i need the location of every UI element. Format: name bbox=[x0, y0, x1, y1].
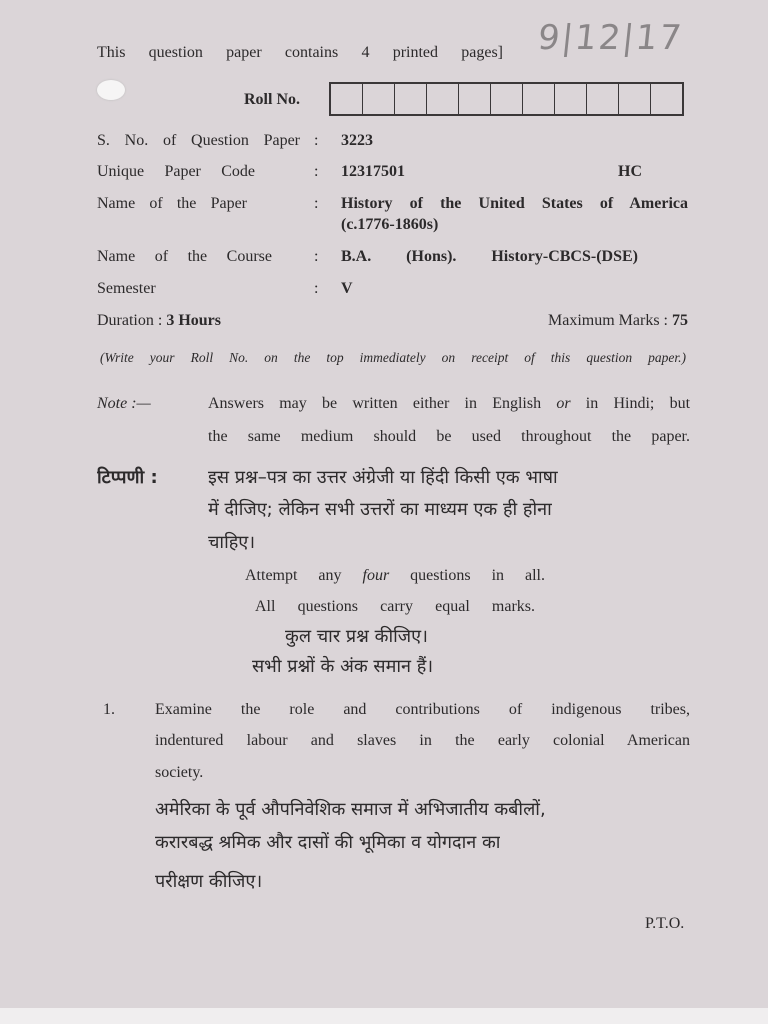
note-line-1 bbox=[208, 394, 690, 414]
equal-marks-instruction: All questions carry equal marks. bbox=[255, 598, 535, 615]
question-hindi-line-1: अमेरिका के पूर्व औपनिवेशिक समाज में अभिजातीय कबीलों, bbox=[155, 799, 546, 820]
attempt-end: questions in all. bbox=[389, 567, 545, 584]
semester-separator: : bbox=[314, 280, 319, 297]
question-english-line-3: society. bbox=[155, 764, 204, 781]
hindi-attempt-instruction: कुल चार प्रश्न कीजिए। bbox=[285, 626, 428, 647]
roll-no-box bbox=[555, 84, 587, 114]
roll-no-box bbox=[587, 84, 619, 114]
paper-code-type: HC bbox=[618, 163, 642, 180]
note-or: or bbox=[556, 395, 571, 412]
roll-no-box bbox=[523, 84, 555, 114]
duration-value: 3 Hours bbox=[166, 312, 221, 329]
attempt-start: Attempt any bbox=[245, 567, 363, 584]
duration-label: Duration : bbox=[97, 312, 167, 329]
sno-separator: : bbox=[314, 132, 319, 149]
sno-label: S. No. of Question Paper bbox=[97, 132, 300, 149]
attempt-four: four bbox=[362, 567, 390, 584]
course-name-separator: : bbox=[314, 248, 319, 265]
course-name-value: B.A. (Hons). History-CBCS-(DSE) bbox=[341, 248, 638, 265]
roll-no-boxes bbox=[329, 82, 684, 116]
maximum-marks bbox=[548, 311, 688, 331]
note-label: Note :— bbox=[97, 395, 151, 412]
question-hindi-line-3: परीक्षण कीजिए। bbox=[155, 871, 263, 892]
pto-label: P.T.O. bbox=[645, 915, 685, 932]
paper-name-label: Name of the Paper bbox=[97, 195, 247, 212]
roll-no-box bbox=[363, 84, 395, 114]
roll-no-box bbox=[459, 84, 491, 114]
attempt-instruction bbox=[245, 566, 545, 586]
sno-value: 3223 bbox=[341, 132, 373, 149]
tippani-line-1: इस प्रश्न–पत्र का उत्तर अंग्रेजी या हिंदी किसी एक भाषा bbox=[208, 467, 558, 488]
roll-no-box bbox=[427, 84, 459, 114]
question-english-line-2: indentured labour and slaves in the early colonial American bbox=[155, 732, 690, 749]
roll-no-box bbox=[331, 84, 363, 114]
roll-no-box bbox=[619, 84, 651, 114]
question-number: 1. bbox=[103, 701, 115, 718]
course-name-label: Name of the Course bbox=[97, 248, 272, 265]
semester-value: V bbox=[341, 280, 353, 297]
handwritten-date: 9|12|17 bbox=[535, 18, 686, 58]
punch-hole bbox=[97, 80, 125, 100]
tippani-line-2: में दीजिए; लेकिन सभी उत्तरों का माध्यम एक ही होना bbox=[208, 499, 552, 520]
semester-label: Semester bbox=[97, 280, 156, 297]
maximum-marks-value: 75 bbox=[672, 312, 688, 329]
pages-note: This question paper contains 4 printed pages] bbox=[97, 44, 503, 61]
roll-no-box bbox=[651, 84, 682, 114]
paper-name-separator: : bbox=[314, 195, 319, 212]
paper-code-separator: : bbox=[314, 163, 319, 180]
paper-code-label: Unique Paper Code bbox=[97, 163, 255, 180]
duration bbox=[97, 311, 221, 331]
note-line-1-start: Answers may be written either in English bbox=[208, 395, 557, 412]
roll-instruction: (Write your Roll No. on the top immediately on receipt of this question paper.) bbox=[100, 350, 686, 365]
scan-bottom-edge bbox=[0, 1008, 768, 1024]
roll-no-box bbox=[491, 84, 523, 114]
note-line-1-end: in Hindi; but bbox=[570, 395, 691, 412]
roll-no-box bbox=[395, 84, 427, 114]
hindi-equal-marks-instruction: सभी प्रश्नों के अंक समान हैं। bbox=[252, 656, 434, 677]
roll-no-label: Roll No. bbox=[244, 91, 300, 108]
question-hindi-line-2: करारबद्ध श्रमिक और दासों की भूमिका व योगदान का bbox=[155, 832, 501, 853]
tippani-label: टिप्पणी : bbox=[97, 467, 158, 488]
maximum-marks-label: Maximum Marks : bbox=[548, 312, 672, 329]
paper-code-value: 12317501 bbox=[341, 163, 405, 180]
paper-name-value: History of the United States of America bbox=[341, 195, 688, 212]
paper-name-period: (c.1776-1860s) bbox=[341, 216, 439, 233]
question-english-line-1: Examine the role and contributions of indigenous tribes, bbox=[155, 701, 690, 718]
note-line-2: the same medium should be used throughout the paper. bbox=[208, 428, 690, 445]
tippani-line-3: चाहिए। bbox=[208, 532, 256, 553]
